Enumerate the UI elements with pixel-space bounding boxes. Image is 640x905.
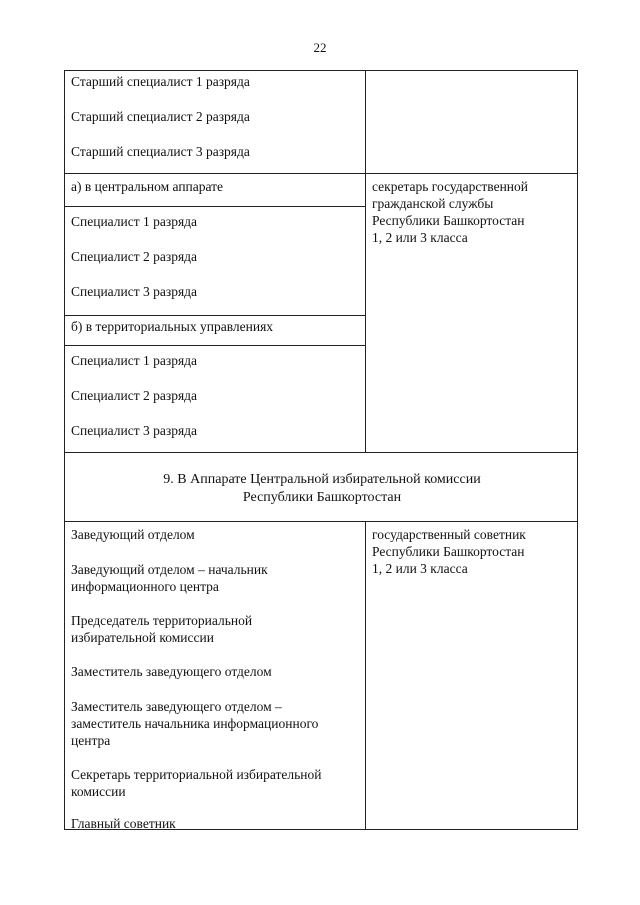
column-divider-bottom [365,521,366,829]
class-rank-secretary-line-3: Республики Башкортостан [372,213,525,228]
column-divider-top [365,71,366,452]
position-head-of-department: Заведующий отделом [71,527,195,542]
position-senior-specialist-2: Старший специалист 2 разряда [71,109,250,124]
position-chief-advisor: Главный советник [71,816,176,831]
position-secretary-territorial-commission-line-1: Секретарь территориальной избирательной [71,767,322,782]
position-specialist-3-central: Специалист 3 разряда [71,284,198,299]
position-deputy-head-of-department: Заместитель заведующего отделом [71,664,272,679]
position-secretary-territorial-commission-line-2: комиссии [71,784,126,799]
subheading-territorial-offices: б) в территориальных управлениях [71,319,274,334]
subheading-central-apparatus: а) в центральном аппарате [71,179,224,194]
position-specialist-1-territorial: Специалист 1 разряда [71,353,198,368]
position-specialist-1-central: Специалист 1 разряда [71,214,198,229]
row-divider-sub-b-top [65,315,365,316]
class-rank-secretary-line-1: секретарь государственной [372,179,529,194]
class-rank-state-advisor-line-2: Республики Башкортостан [372,544,525,559]
classification-table [64,70,578,830]
position-specialist-2-territorial: Специалист 2 разряда [71,388,198,403]
class-rank-state-advisor-line-1: государственный советник [372,527,526,542]
position-deputy-head-info-center-line-1: Заместитель заведующего отделом – [71,699,282,714]
class-rank-secretary-line-4: 1, 2 или 3 класса [372,230,468,245]
position-chair-territorial-commission-line-2: избирательной комиссии [71,630,214,645]
section-9-title-line-2: Республики Башкортостан [242,490,402,505]
position-deputy-head-info-center-line-2: заместитель начальника информационного [71,716,319,731]
position-senior-specialist-1: Старший специалист 1 разряда [71,74,250,89]
position-head-of-department-info-center-line-1: Заведующий отделом – начальник [71,562,268,577]
position-chair-territorial-commission-line-1: Председатель территориальной [71,613,253,628]
row-divider-section-bottom [65,521,577,522]
position-senior-specialist-3: Старший специалист 3 разряда [71,144,250,159]
class-rank-state-advisor-line-3: 1, 2 или 3 класса [372,561,468,576]
position-specialist-2-central: Специалист 2 разряда [71,249,198,264]
row-divider-sub-a [65,206,365,207]
section-9-title-line-1: 9. В Аппарате Центральной избирательной комиссии [163,472,481,487]
row-divider-sub-b-bottom [65,345,365,346]
page-number: 22 [313,40,327,55]
position-head-of-department-info-center-line-2: информационного центра [71,579,219,594]
position-deputy-head-info-center-line-3: центра [71,733,111,748]
position-specialist-3-territorial: Специалист 3 разряда [71,423,198,438]
class-rank-secretary-line-2: гражданской службы [372,196,494,211]
row-divider-1 [65,173,577,174]
row-divider-section-top [65,452,577,453]
